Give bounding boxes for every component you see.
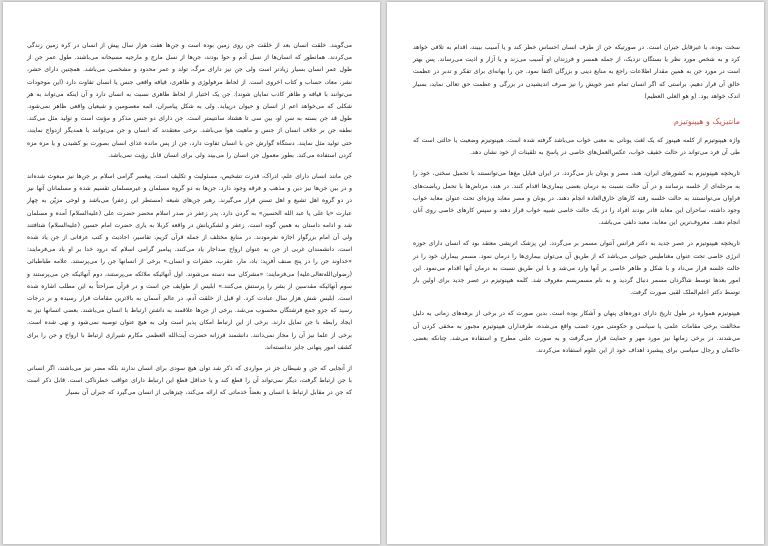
left-paragraph-2: جن مانند انسان دارای علم، ادراک، قدرت تشخیص، مسئولیت و تکلیف است. پیغمبر گرامی اسلام بر جن‌ها نیز مبعوث شده‌اند و در بین جن‌ها نیز دین و مذهب و فرقه وجود دارد. جن‌ها به دو گروه مسلمان و غیرمسلمان تقسیم شده و مسلمانان آنها نیز در دو گروه اهل تشیع و اهل تسنن قرار می‌گیرند. رهبر جن‌های شیعه (مستطر ابن زعفر) می‌باشد و لوحی مزیّن به چهار عبارت «یا علی یا عبد الله الحسین» به گردن دارد. پدر زعفر در صدر اسلام محضر حضرت علی (علیه‌السلام) آمده و مسلمان شد و ادامه داستان به همین گونه است. زعفر و لشکریانش در واقعه کربلا به یاری حضرت امام حسین (علیه‌السلام) شتافتند ولی آن امام بزرگوار اجازه نفرمودند. در منابع مختلف از جمله قرآن کریم، تفاسیر، احادیث و کتب عرفانی از جن یاد شده است. دانشمندان غربی از جن به عنوان ارواح صداجار یاد می‌کنند. پیامبر گرامی اسلام که درود خدا بر او باد می‌فرمایند: «خداوند جن را در پنج صنف آفرید: باد، مار، عقرب، حشرات و انسان.» برخی از انسانها جن را می‌پرستند. علامه طباطبائی (رضوان‌الله‌تعالی‌علیه) می‌فرمایند: «مشرکان سه دسته می‌شوند. اول آنهائیکه ملائکه می‌پرستند، دوم آنهائیکه جن می‌پرستند و سوم آنهائیکه مقدسین از بشر را پرستش می‌کنند.» ابلیس از طوایف جن است و در قرآن صراحتاً به این مطلب اشاره شده است. ابلیس شش هزار سال عبادت کرد. او قبل از خلقت آدم، در عالم آسمان به بالاترین مقامات قرار رسیده و بر درجات رسید که جزو جمع فرشتگان محسوب می‌شد. برخی از جن‌ها علاقمند به داشتن ارتباط با انسان می‌باشند. بعضی انسانها نیز به ایجاد رابطه با جن تمایل دارند. برخی از این ارتباط امکان پذیر است ولی به هیچ عنوان توصیه نمی‌شود و نهی شده است. برخی از علما نیز آن را مجاز نمی‌دانند. دانشمند فرزانه حضرت آیت‌الله العظمی مکارم شیرازی ارتباط با ارواح و جن را برای کشف امور پنهانی جایز ندانسته‌اند. bbox=[27, 173, 352, 351]
right-paragraph-eras: هیپنوتیزم همواره در طول تاریخ دارای دوره‌های پنهان و آشکار بوده است. بدین صورت که در برخی از برهه‌های زمانی به دلیل مخالفت برخی مقامات علمی یا سیاسی و حکومتی مورد غضب واقع می‌شده، طرفداران هیپنوتیزم مجبور به مخفی کردن آن می‌شدند. در برخی زمانها نیز مورد مهر و حمایت قرار می‌گرفت و به صورت علنی مطرح و استفاده می‌شد. چنانکه بعضی حاکمان و رجال سیاسی برای پیشبرد اهداف خود از این علوم استفاده می‌کردند. bbox=[413, 310, 740, 355]
right-paragraph-modern: تاریخچه هیپنوتیزم در عصر جدید به دکتر فرانس آنتوان مسمر بر می‌گردد. این پزشک اتریشی معتقد بود که انسان دارای حوزه انرژی خاصی تحت عنوان مغناطیس حیوانی می‌باشد که از طریق آن می‌توان بیماری‌ها را درمان نمود. مسمر بیماران خود را در حالت خلسه قرار می‌داد و با شکل و ظاهر خاصی بر آنها وارد می‌شد و با این طریق نسبت به درمان آنها اقدام می‌نمود. این امور بعدها توسط شاگردان مسمر دنبال گردید و به نام مسمریسم معروف شد. کلمه هیپنوتیزم در عصر جدید برای اولین بار توسط دکتر اعلم‌الملک لقبی صورت گرفت. bbox=[413, 240, 740, 297]
right-paragraph-history: تاریخچه هیپنوتیزم به کشورهای ایران، هند، مصر و یونان باز می‌گردد. در ایران قبایل مغ‌ها می‌توانستند با تحمیل سخنی، خود را به مرحله‌ای از خلسه برسانند و در آن حالت نسبت به درمان بعضی بیماری‌ها اقدام کنند. در هند، مرتاض‌ها با تحمل ریاضت‌های فراوان می‌توانستند به حالت خلسه رفته کارهای خارق‌العاده انجام دهند. در یونان و مصر معابد ویژه‌ای تحت عنوان معابد خواب وجود داشته، ساحران این معابد قادر بودند افراد را در یک حالت خاصی شبیه خواب قرار دهند و سپس کارهای خاصی روی آنان انجام دهند. معروف‌ترین این معابد، معبد دلفی می‌باشد. bbox=[413, 170, 740, 227]
right-page bbox=[387, 2, 764, 544]
right-paragraph-definition: واژه هیپنوتیزم از کلمه هیپنوز که یک لغت یونانی به معنی خواب می‌باشد گرفته شده است. هیپنوتیزم وضعیت یا حالتی است که طی آن فرد می‌تواند در حالت خفیف خواب، عکس‌العمل‌های خاصی در پاسخ به تلقینات از خود نشان دهد. bbox=[413, 137, 740, 157]
right-paragraph-intro: سخت بوده، یا غیرقابل جبران است. در صورتیکه جن از طرف انسان احساس خطر کند و یا آسیب ببیند، اقدام به تلافی خواهد کرد و به شخص مورد نظر یا بستگان نزدیک، از جمله همسر و فرزندان او آسیب می‌زند و یا آزار و اذیت می‌رساند. پس بهتر است در مورد جن به همین مقدار اطلاعات راجع به منابع دینی و بزرگان اکتفا نمود. جن را بهانه‌ای برای تفکر و تدبر در عظمت خالق آن قرار دهیم. براستی که اگر انسان تمام عمر خویش را نیز صرف اندیشیدن در بزرگی و عظمت حق تعالی نماید، بسیار اندک خواهد بود. (و هو العلی العظیم) bbox=[413, 44, 740, 100]
left-paragraph-1: می‌گویند. خلقت انسان بعد از خلقت جن روی زمین بوده است و جن‌ها هفت هزار سال پیش از انسان در کره زمین زندگی می‌کردند. همانطور که انسان‌ها از نسل آدم و حوا بودند، جن‌ها از نسل مارج و مارجیه مسیحانه می‌باشند. طول عمر جن از طول عمر انسان بسیار زیادتر است ولی جن نیز دارای مرگ، تولد و عمر محدود و مشخصی می‌باشد. همچنین دارای حشر، نشر، معاد، حساب و کتاب اخروی است. از لحاظ مرفولوژی و ظاهری، قیافه واقعی جنس یا انسان تفاوت دارد (این موجودات می‌توانند با قیافه و ظاهر کاذب نمایان شوند). جن یک اختیار از لحاظ ظاهری نسبت به انسان دارد و آن اینکه می‌تواند به هر شکلی که می‌خواهد اعم از انسان و حیوان درپیاید. ولی به شکل پیامبران، ائمه معصومین و شیعیان واقعی ظاهر نمی‌شود. طول قد جن بسته به سن او، بین سی تا هشتاد سانتیمتر است. جن دارای دو جنس مذکر و مؤنث است و تولید مثل می‌کند. نطفه جن بر خلاف انسان از جنس و ماهیت هوا می‌باشد. برخی معتقدند که انسان و جن می‌توانند با همدیگر ازدواج نمایند، حتی تولید مثل نمایند. دستگاه گوارش جن با انسان تفاوت دارد، جن از پس مانده غذای انسان بصورت بو کشیدن و یا مزه مزه کردن استفاده می‌کند. بطور معمول جن انسان را می‌بیند ولی برای انسان قابل رؤیت نمی‌باشد. bbox=[27, 42, 352, 159]
left-page bbox=[3, 2, 380, 544]
section-heading: مانتیزیک و هیپنوتیزم bbox=[673, 117, 740, 127]
left-paragraph-3: از آنجایی که جن و شیطان جز در مواردی که ذکر شد توان هیچ سودی برای انسان ندارند بلکه مضر نیز می‌باشند، اگر انسانی با جن ارتباط گرفت، دیگر نمی‌تواند آن را قطع کند و یا حداقل قطع این ارتباط دارای عواقب خطرناکی است. قابل ذکر است که جن در مقابل ارتباط با انسان و بعضاً خدماتی که ارائه می‌کند، چیزهایی از انسان می‌گیرد که جبران آن بسیار bbox=[27, 365, 352, 397]
